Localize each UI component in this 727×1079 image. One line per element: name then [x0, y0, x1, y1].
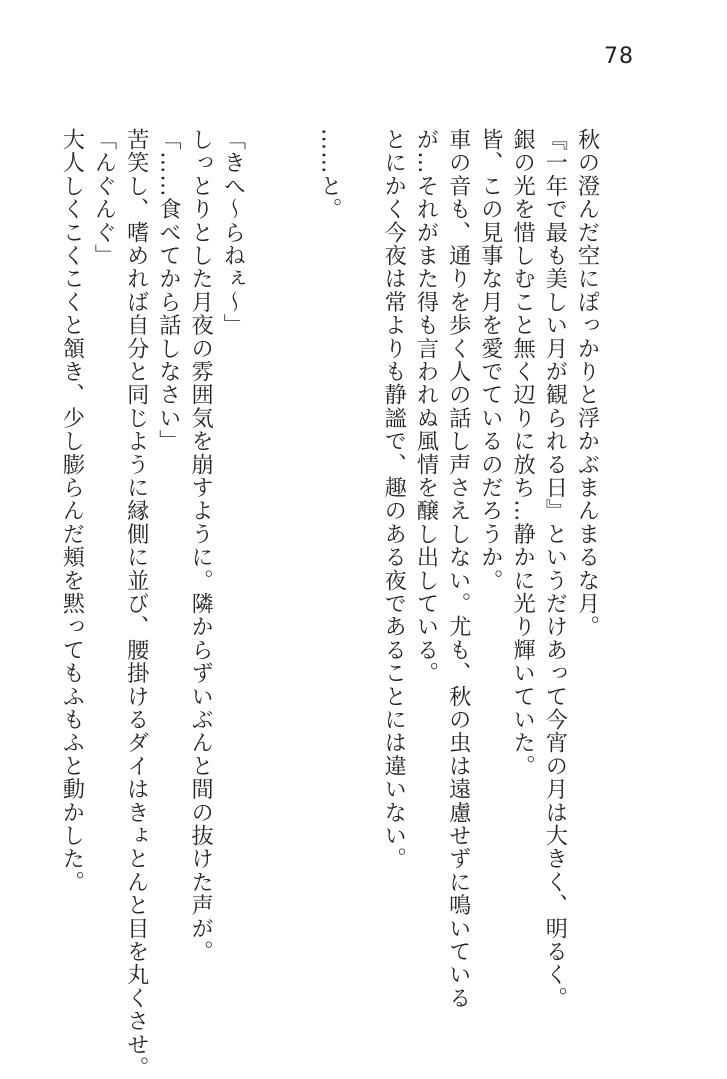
text-line: とにかく今夜は常よりも静謐で、趣のある夜であることには違いない。: [380, 128, 407, 871]
text-line: 「きへ～らねぇ～」: [219, 128, 246, 337]
text-line: 「……食べてから話しなさい」: [155, 128, 182, 453]
blank-line: [345, 128, 377, 1008]
text-line: 『一年で最も美しい月が観られる日』というだけあって今宵の月は大きく、明るく。: [541, 128, 568, 1010]
text-line: 苦笑し、嗜めれば自分と同じように縁側に並び、腰掛けるダイはきょとんと目を丸くさせ。: [123, 128, 150, 1079]
blank-line: [249, 128, 281, 1008]
text-line: 「んぐんぐ」: [91, 128, 117, 268]
text-line: 皆、この見事な月を愛でているのだろうか。: [477, 128, 504, 592]
text-line: 秋の澄んだ空にぽっかりと浮かぶまんまるな月。: [574, 128, 600, 639]
text-line: 大人しくこくこくと頷き、少し膨らんだ頬を黙ってもふもふと動かした。: [58, 128, 85, 894]
text-line: が…それがまた得も言われぬ風情を醸し出している。: [412, 128, 439, 685]
page-number: 78: [604, 44, 634, 69]
text-line: 車の音も、通りを歩く人の話し声さえしない。尤も、秋の虫は遠慮せずに鳴いている: [445, 128, 472, 1010]
text-line: 銀の光を惜しむこと無く辺りに放ち…静かに光り輝いていた。: [509, 128, 536, 778]
vertical-text-body: [56, 128, 603, 1079]
text-line: ……と。: [316, 128, 343, 221]
text-line: しっとりとした月夜の雰囲気を崩すように。隣からずいぶんと間の抜けた声が。: [187, 128, 214, 964]
blank-line: [281, 128, 313, 1008]
